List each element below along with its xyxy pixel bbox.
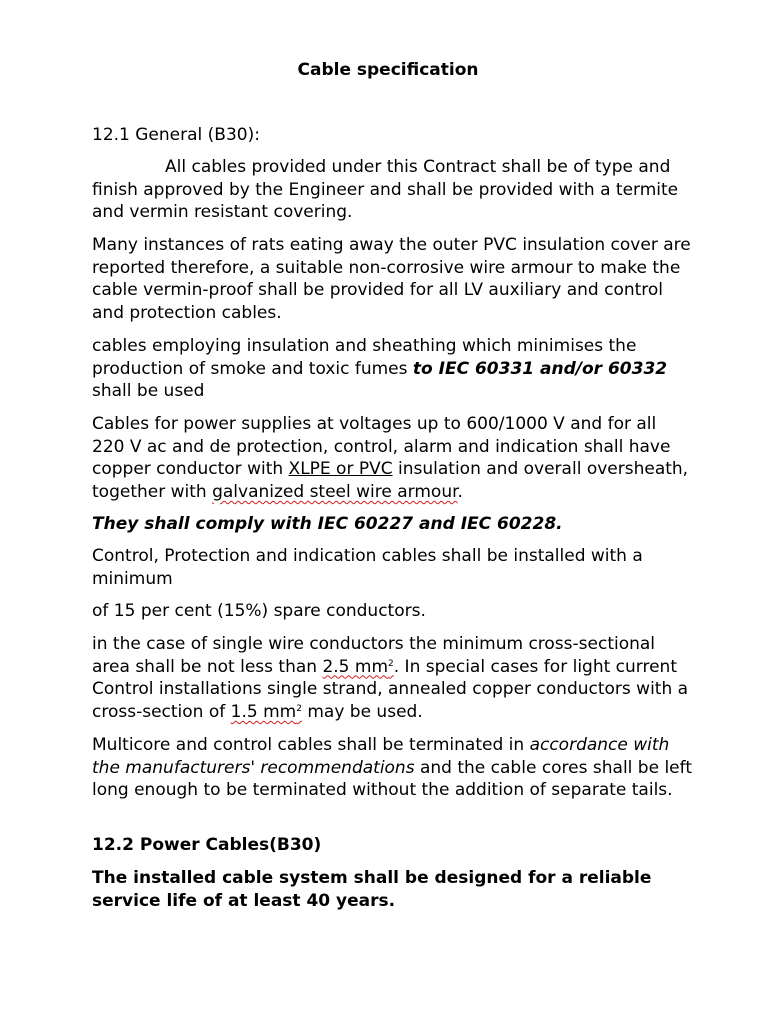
area-number: 1.5 mm xyxy=(230,701,297,722)
paragraph-text: insulation and overall oversheath, together with xyxy=(92,459,689,502)
paragraph-text: cables employing insulation and sheathing which minimises the production of smoke and toxic fumes xyxy=(92,336,637,379)
paragraph-iec-compliance: They shall comply with IEC 60227 and IEC 60228. xyxy=(92,514,563,534)
iec-reference: to IEC 60331 and/or 60332 xyxy=(412,358,668,379)
superscript: 2 xyxy=(388,658,394,669)
paragraph-conductor-area xyxy=(92,633,692,723)
paragraph-text: in the case of single wire conductors the minimum cross-sectional area shall be not less than xyxy=(92,634,656,677)
paragraph-text: . In special cases for light current Control installations single strand, annealed copper conductors with a cross-section of xyxy=(92,656,689,722)
paragraph-termination xyxy=(92,734,692,802)
paragraph-service-life: The installed cable system shall be designed for a reliable service life of at least 40 years. xyxy=(92,868,652,911)
armour-type: galvanized steel wire armour xyxy=(212,481,458,502)
area-value xyxy=(231,702,302,722)
area-number: 2.5 mm xyxy=(322,656,389,677)
paragraph-text: All cables provided under this Contract shall be of type and finish approved by the Engineer and shall be provided with a termite and vermin resistant covering. xyxy=(92,157,679,223)
paragraph-text: Multicore and control cables shall be terminated in xyxy=(92,735,530,755)
paragraph-spare-conductors: of 15 per cent (15%) spare conductors. xyxy=(92,601,426,621)
paragraph-text: shall be used xyxy=(92,381,205,402)
emphasis-text: accordance with the manufacturers' recommendations xyxy=(92,735,670,778)
section-12-2-heading: 12.2 Power Cables(B30) xyxy=(92,835,322,855)
section-12-1-heading: 12.1 General (B30): xyxy=(92,125,260,145)
paragraph-power-supplies xyxy=(92,413,692,503)
paragraph-text: Cables for power supplies at voltages up to 600/1000 V and for all 220 V ac and de protection, control, alarm and indication shall have copper conductor with xyxy=(92,414,671,480)
document-title: Cable specification xyxy=(297,60,479,80)
paragraph-general-cables xyxy=(92,156,692,224)
paragraph-text: may be used. xyxy=(301,701,423,722)
paragraph-vermin-armour: Many instances of rats eating away the outer PVC insulation cover are reported therefore, a suitable non-corrosive wire armour to make the cable vermin-proof shall be provided for all LV auxiliary and control and protection cables. xyxy=(92,235,691,323)
area-value xyxy=(322,657,393,677)
paragraph-text: . xyxy=(457,481,463,502)
superscript: 2 xyxy=(296,703,302,714)
paragraph-text: and the cable cores shall be left long enough to be terminated without the addition of separate tails. xyxy=(92,757,692,801)
insulation-type: XLPE or PVC xyxy=(288,459,393,480)
paragraph-installation-minimum: Control, Protection and indication cables shall be installed with a minimum xyxy=(92,546,643,589)
paragraph-smoke-fumes xyxy=(92,335,692,403)
